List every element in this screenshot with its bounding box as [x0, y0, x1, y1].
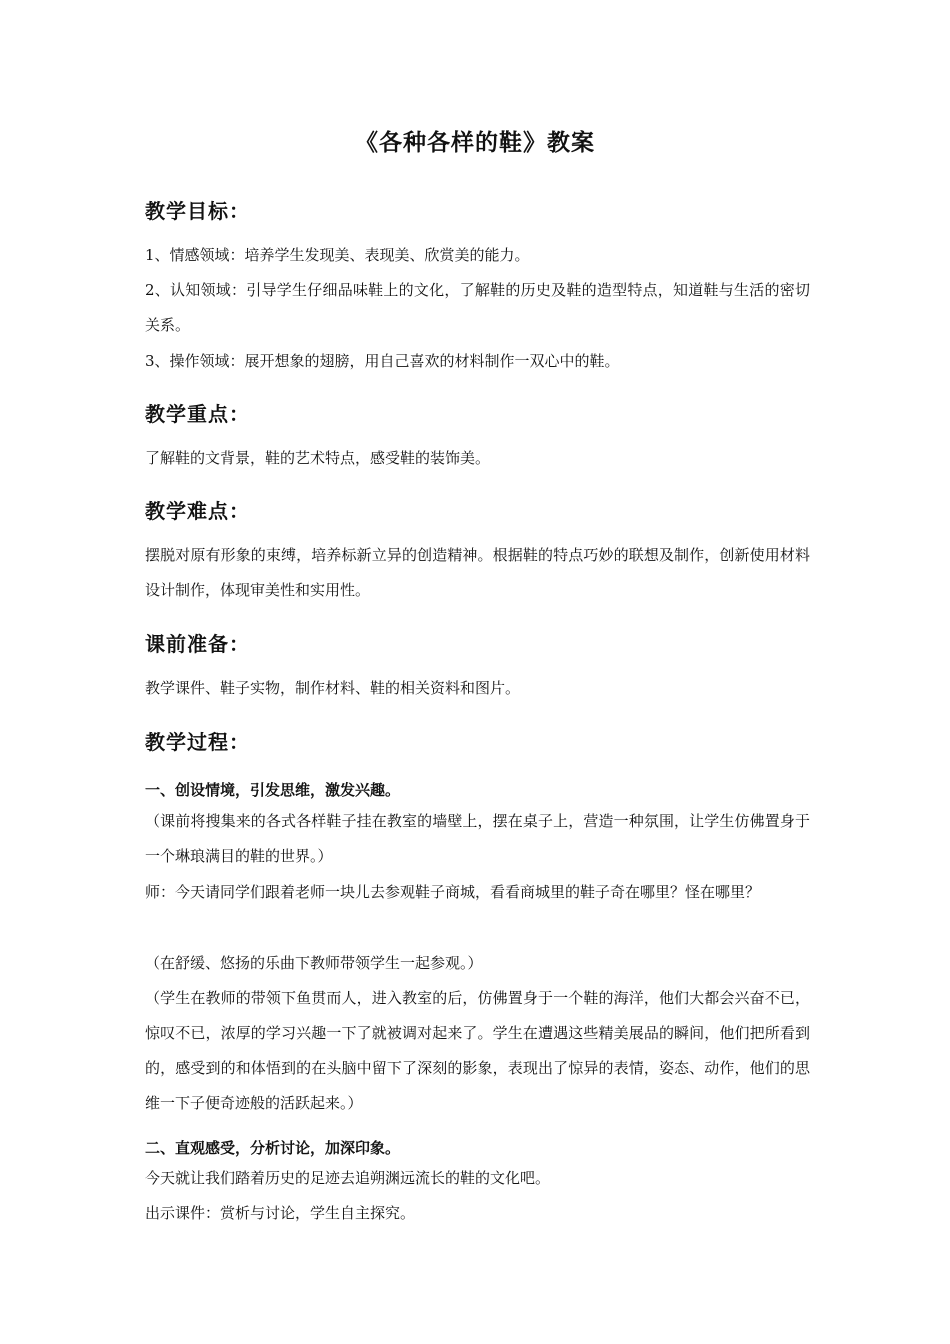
process-paragraph-4: （学生在教师的带领下鱼贯而人，进入教室的后，仿佛置身于一个鞋的海洋，他们大都会兴奋不已，惊叹不已，浓厚的学习兴趣一下了就被调对起来了。学生在遭遇这些精美展品的瞬间，他们把所看到的，感受到的和体悟到的在头脑中留下了深刻的影象，表现出了惊异的表情，姿态、动作，他们的思维一下子便奇迹般的活跃起来。） — [145, 989, 810, 1112]
process-paragraph-1: （课前将搜集来的各式各样鞋子挂在教室的墙壁上，摆在桌子上，营造一种氛围，让学生仿佛置身于一个琳琅满目的鞋的世界。） — [145, 812, 810, 865]
difficulties-text: 摆脱对原有形象的束缚，培养标新立异的创造精神。根据鞋的特点巧妙的联想及制作，创新使用材料设计制作，体现审美性和实用性。 — [145, 546, 810, 599]
difficulties-heading: 教学难点： — [145, 499, 250, 523]
process-paragraph-2: 师：今天请同学们跟着老师一块儿去参观鞋子商城，看看商城里的鞋子奇在哪里？怪在哪里？ — [145, 883, 761, 901]
goals-item-1: 1、情感领域：培养学生发现美、表现美、欣赏美的能力。 — [145, 246, 530, 264]
key-points-text: 了解鞋的文背景，鞋的艺术特点，感受鞋的装饰美。 — [145, 449, 491, 467]
process-heading: 教学过程： — [145, 730, 250, 754]
process-step-2-title: 二、直观感受，分析讨论，加深印象。 — [145, 1139, 401, 1157]
preparation-text: 教学课件、鞋子实物，制作材料、鞋的相关资料和图片。 — [145, 679, 521, 697]
goals-heading: 教学目标： — [145, 199, 250, 223]
process-paragraph-3: （在舒缓、悠扬的乐曲下教师带领学生一起参观。） — [145, 954, 483, 972]
key-points-heading: 教学重点： — [145, 402, 250, 426]
process-paragraph-6: 出示课件：赏析与讨论，学生自主探究。 — [145, 1204, 416, 1222]
preparation-heading: 课前准备： — [145, 632, 250, 656]
document-title: 《各种各样的鞋》教案 — [355, 130, 595, 156]
goals-item-3: 3、操作领域：展开想象的翅膀，用自己喜欢的材料制作一双心中的鞋。 — [145, 352, 620, 370]
process-step-1-title: 一、创设情境，引发思维，激发兴趣。 — [145, 781, 401, 799]
process-paragraph-5: 今天就让我们踏着历史的足迹去追朔渊远流长的鞋的文化吧。 — [145, 1169, 551, 1187]
goals-item-2: 2、认知领域：引导学生仔细品味鞋上的文化，了解鞋的历史及鞋的造型特点，知道鞋与生活的密切关系。 — [145, 281, 810, 334]
